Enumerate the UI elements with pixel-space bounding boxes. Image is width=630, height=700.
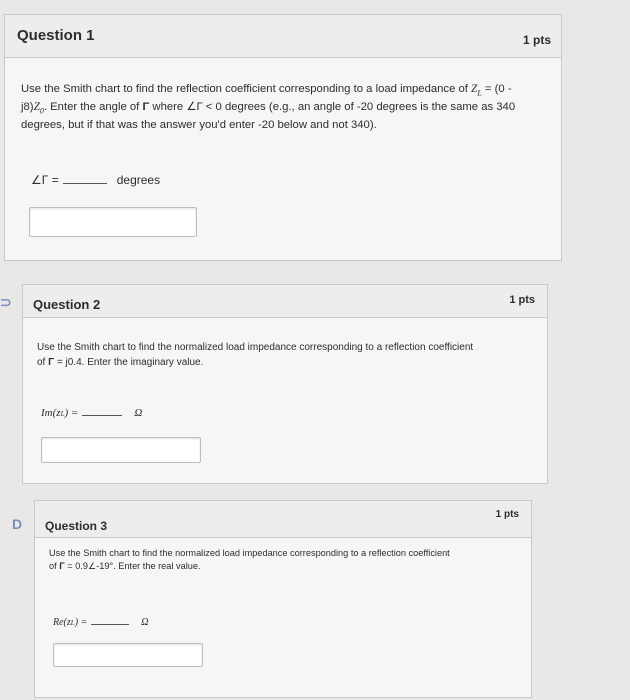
question-3-answer-unit: Ω	[141, 617, 149, 628]
question-2-card	[22, 284, 548, 484]
question-2-answer-label: Im(z	[41, 407, 61, 419]
question-3-prompt: Use the Smith chart to find the normalized load impedance corresponding to a reflection coefficient of Γ = 0.9∠-19°. Enter the real value.	[49, 548, 450, 572]
question-1-answer-unit: degrees	[116, 173, 161, 187]
question-2-answer-input[interactable]	[41, 437, 201, 463]
question-1-prompt: Use the Smith chart to find the reflection coefficient corresponding to a load impedance of $Z_L = (0$ - $j8)Z_0$. Enter the angle of Γ where ∠Γ < 0 degrees (e.g., an angle of -20 degrees is the same as 340 degrees, but if that was the answer you'd enter -20 below and not 340).	[21, 83, 516, 131]
question-3-card	[34, 500, 532, 698]
question-2-answer-row: Im(z L ) = Ω	[41, 407, 143, 419]
question-2-blank	[82, 415, 122, 416]
question-3-answer-input[interactable]	[53, 643, 203, 667]
question-1-points: 1 pts	[522, 33, 551, 47]
question-1-answer-row	[31, 173, 160, 187]
question-1-card	[4, 14, 562, 261]
question-2-points: 1 pts	[509, 294, 535, 306]
flag-icon[interactable]: ⊃	[0, 294, 12, 310]
question-1-answer-input[interactable]	[29, 207, 197, 237]
question-1-title: Question 1	[17, 27, 95, 44]
question-1-answer-label: ∠Γ =	[31, 173, 59, 187]
question-3-answer-label: Re(z	[53, 617, 71, 628]
flag-icon[interactable]: D	[12, 516, 23, 532]
question-2-prompt: Use the Smith chart to find the normalized load impedance corresponding to a reflection coefficient of Γ = j0.4. Enter the imaginary value.	[37, 342, 474, 368]
question-2-header	[23, 285, 547, 318]
question-3-header	[35, 501, 531, 538]
question-1-blank	[63, 183, 107, 184]
question-3-answer-row: Re(z L ) = Ω	[53, 617, 149, 628]
question-1-header	[5, 15, 561, 58]
question-3-blank	[91, 624, 129, 625]
question-2-answer-unit: Ω	[134, 407, 143, 419]
question-2-title: Question 2	[33, 297, 101, 312]
question-3-points: 1 pts	[495, 509, 519, 520]
question-3-title: Question 3	[45, 519, 108, 533]
